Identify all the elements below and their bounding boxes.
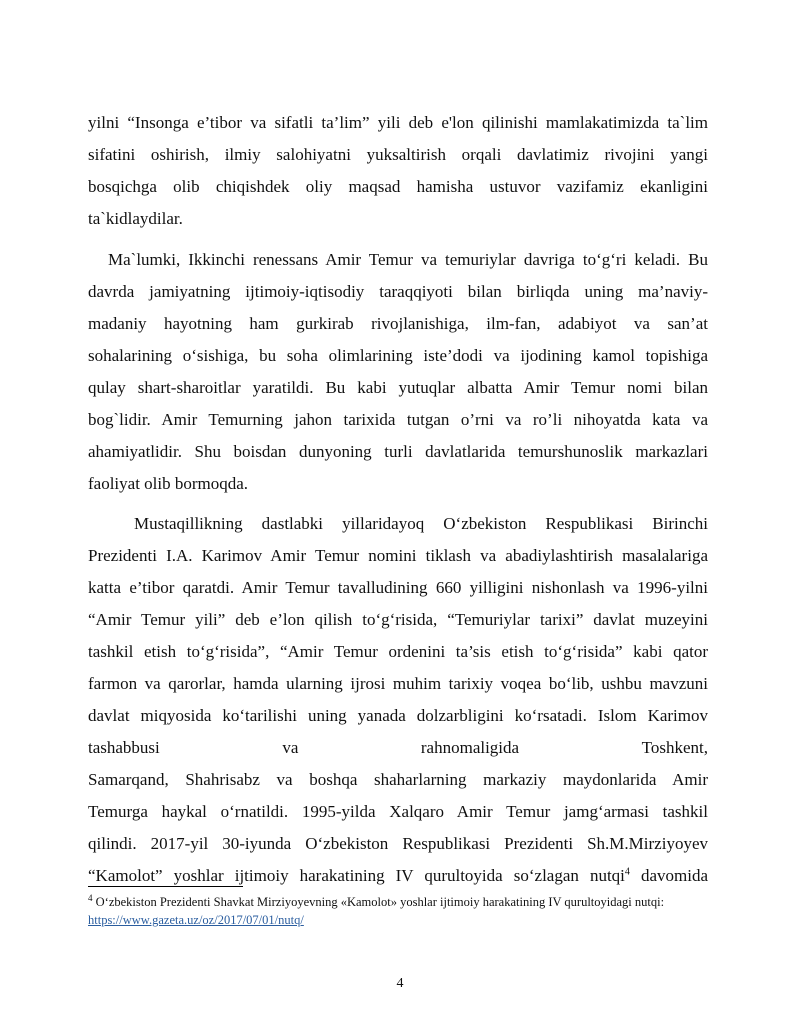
text-line: “Amir Temur yili” deb e’lon qilish to‘g‘risida, “Temuriylar tarixi” davlat muzeyini [88, 610, 708, 629]
text-line: Mustaqillikning dastlabki yillaridayoq O‘zbekiston Respublikasi Birinchi [134, 514, 708, 533]
footnote-separator [88, 886, 243, 887]
word: va [282, 738, 299, 757]
text-line: bosqichga olib chiqishdek oliy maqsad hamisha ustuvor vazifamiz ekanligini [88, 177, 708, 196]
text-segment: davomida [629, 866, 708, 885]
paragraph-3 [88, 508, 708, 892]
text-line: davrda jamiyatning ijtimoiy-iqtisodiy taraqqiyoti bilan birliqda uning ma’naviy- [88, 282, 708, 301]
text-line: tashkil etish to‘g‘risida”, “Amir Temur ordenini ta’sis etish to‘g‘risida” kabi qator [88, 642, 708, 661]
paragraph-2 [88, 244, 708, 500]
text-line-with-note [88, 860, 708, 892]
footnote-text: O‘zbekiston Prezidenti Shavkat Mirziyoyevning «Kamolot» yoshlar ijtimoiy harakatining IV qurultoyidagi nutqi: [92, 895, 665, 909]
footnote-marker: 4 [88, 892, 93, 903]
text-line: Temurga haykal o‘rnatildi. 1995-yilda Xalqaro Amir Temur jamg‘armasi tashkil [88, 802, 708, 821]
footnote-text-line [88, 893, 728, 911]
text-segment: “Kamolot” yoshlar ijtimoiy harakatining IV qurultoyida so‘zlagan nutqi [88, 866, 625, 885]
text-line: Ma`lumki, Ikkinchi renessans Amir Temur va temuriylar davriga to‘g‘ri keladi. Bu [108, 250, 708, 269]
text-line-spread [88, 732, 708, 764]
text-line: sifatini oshirish, ilmiy salohiyatni yuksaltirish orqali davlatimiz rivojini yangi [88, 145, 708, 164]
text-line: bog`lidir. Amir Temurning jahon tarixida tutgan o’rni va ro’li nihoyatda kata va [88, 410, 708, 429]
text-line: katta e’tibor qaratdi. Amir Temur tavalludining 660 yilligini nishonlash va 1996-yilni [88, 578, 708, 597]
text-line: faoliyat olib bormoqda. [88, 474, 249, 493]
footnote-link[interactable]: https://www.gazeta.uz/oz/2017/07/01/nutq/ [88, 913, 304, 927]
page-number: 4 [396, 976, 404, 991]
footnote [88, 893, 728, 929]
word: rahnomaligida [420, 738, 520, 757]
text-line: yilni “Insonga e’tibor va sifatli ta’lim” yili deb e'lon qilinishi mamlakatimizda ta`lim [88, 113, 708, 132]
word: tashabbusi [88, 738, 160, 757]
text-line: ta`kidlaydilar. [88, 209, 183, 228]
footnote-reference[interactable]: 4 [624, 866, 630, 878]
text-line: madaniy hayotning ham gurkirab rivojlanishiga, ilm-fan, adabiyot va san’at [88, 314, 708, 333]
text-line: davlat miqyosida ko‘tarilishi uning yanada dolzarbligini ko‘rsatadi. Islom Karimov [88, 706, 708, 725]
text-line: ahamiyatlidir. Shu boisdan dunyoning turli davlatlarida temurshunoslik markazlari [88, 442, 708, 461]
text-line: Prezidenti I.A. Karimov Amir Temur nomini tiklash va abadiylashtirish masalalariga [88, 546, 708, 565]
word: Toshkent, [641, 738, 708, 757]
text-line: qilindi. 2017-yil 30-iyunda O‘zbekiston Respublikasi Prezidenti Sh.M.Mirziyoyev [88, 834, 708, 853]
text-line: qulay shart-sharoitlar yaratildi. Bu kabi yutuqlar albatta Amir Temur nomi bilan [88, 378, 708, 397]
text-line: farmon va qarorlar, hamda ularning ijrosi muhim tarixiy voqea bo‘lib, ushbu mavzuni [88, 674, 708, 693]
text-line: sohalarining o‘sishiga, bu soha olimlarining iste’dodi va ijodining kamol topishiga [88, 346, 708, 365]
text-line: Samarqand, Shahrisabz va boshqa shaharlarning markaziy maydonlarida Amir [88, 770, 708, 789]
paragraph-1 [88, 107, 708, 235]
